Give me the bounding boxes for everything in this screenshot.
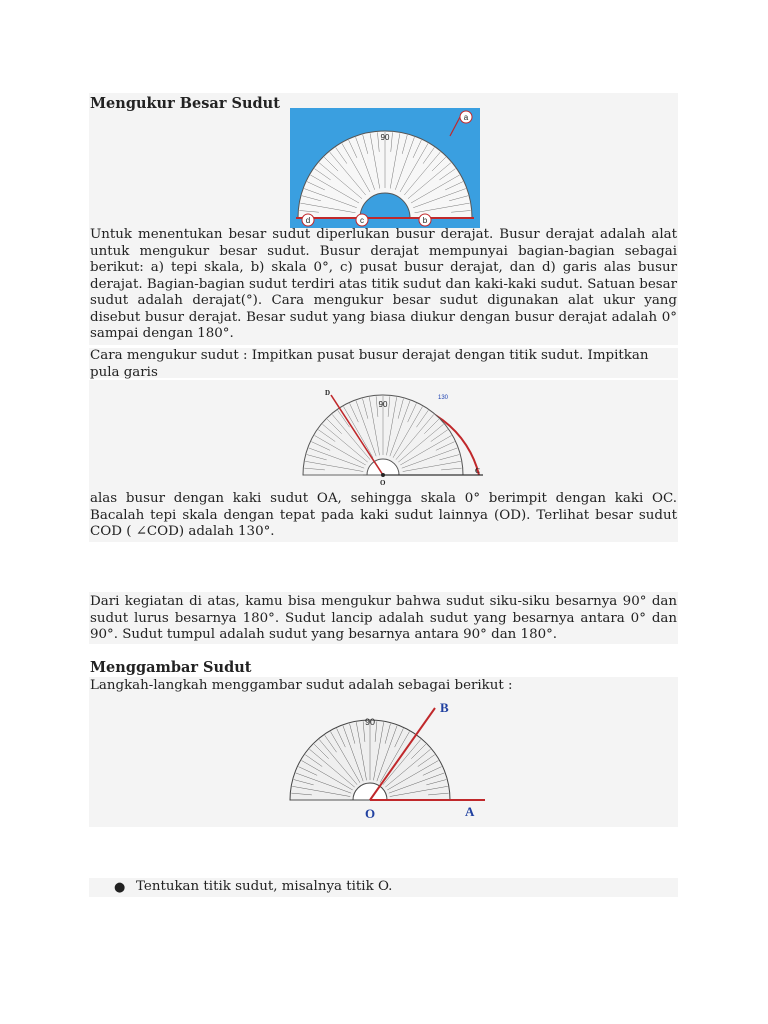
paragraph-kaki-sudut: alas busur dengan kaki sudut OA, sehingga skala 0° berimpit dengan kaki OC. Bacalah tepi skala dengan tepat pada kaki sudut lainnya (OD). Terlihat besar sudut COD ( ∠COD) adalah 130°. [90,491,677,539]
protractor-measure-figure [295,383,485,488]
angle-label: 130 [438,395,449,401]
paragraph-cara-mengukur: Cara mengukur sudut : Impitkan pusat busur derajat dengan titik sudut. Impitkan pula garis [90,348,649,380]
paragraph-langkah: Langkah-langkah menggambar sudut adalah sebagai berikut : [90,678,513,693]
protractor-parts-figure [290,108,480,228]
vertex-o [381,473,385,477]
label-o: O [380,479,386,487]
paragraph-jenis-sudut: Dari kegiatan di atas, kamu bisa mengukur bahwa sudut siku-siku besarnya 90° dan sudut lurus besarnya 180°. Sudut lancip adalah sudut yang besarnya antara 0° dan 90°. Sudut tumpul adalah sudut yang besarnya antara 90° dan 180°. [90,594,677,642]
svg-text:d: d [305,216,311,225]
fig1-top-value: 90 [380,133,390,142]
label-a: A [465,804,475,819]
label-o-fig3: O [365,806,376,821]
label-d: D [325,389,331,397]
label-b: B [440,700,449,715]
svg-text:a: a [463,113,469,122]
fig2-top-value: 90 [378,400,388,409]
protractor-drawing-figure [285,695,485,825]
paragraph-busur-derajat: Untuk menentukan besar sudut diperlukan busur derajat. Busur derajat adalah alat untuk mengukur besar sudut. Busur derajat mempunyai bagian-bagian sebagai berikut: a) tepi skala, b) skala 0°, c) pusat busur derajat, dan d) garis alas busur derajat. Bagian-bagian sudut terdiri atas titik sudut dan kaki-kaki sudut. Satuan besar sudut adalah derajat(°). Cara mengukur besar sudut digunakan alat ukur yang disebut busur derajat. Besar sudut yang biasa diukur dengan busur derajat adalah 0° sampai dengan 180°. [90,227,677,341]
section-heading-menggambar: Menggambar Sudut [90,659,252,676]
section-heading-mengukur: Mengukur Besar Sudut [90,95,280,112]
bullet-dot: ● [114,880,126,895]
bullet-item: Tentukan titik sudut, misalnya titik O. [136,879,393,894]
label-c: C [475,467,481,475]
svg-text:c: c [360,216,364,225]
svg-text:b: b [422,216,428,225]
fig3-top-value: 90 [364,717,376,727]
